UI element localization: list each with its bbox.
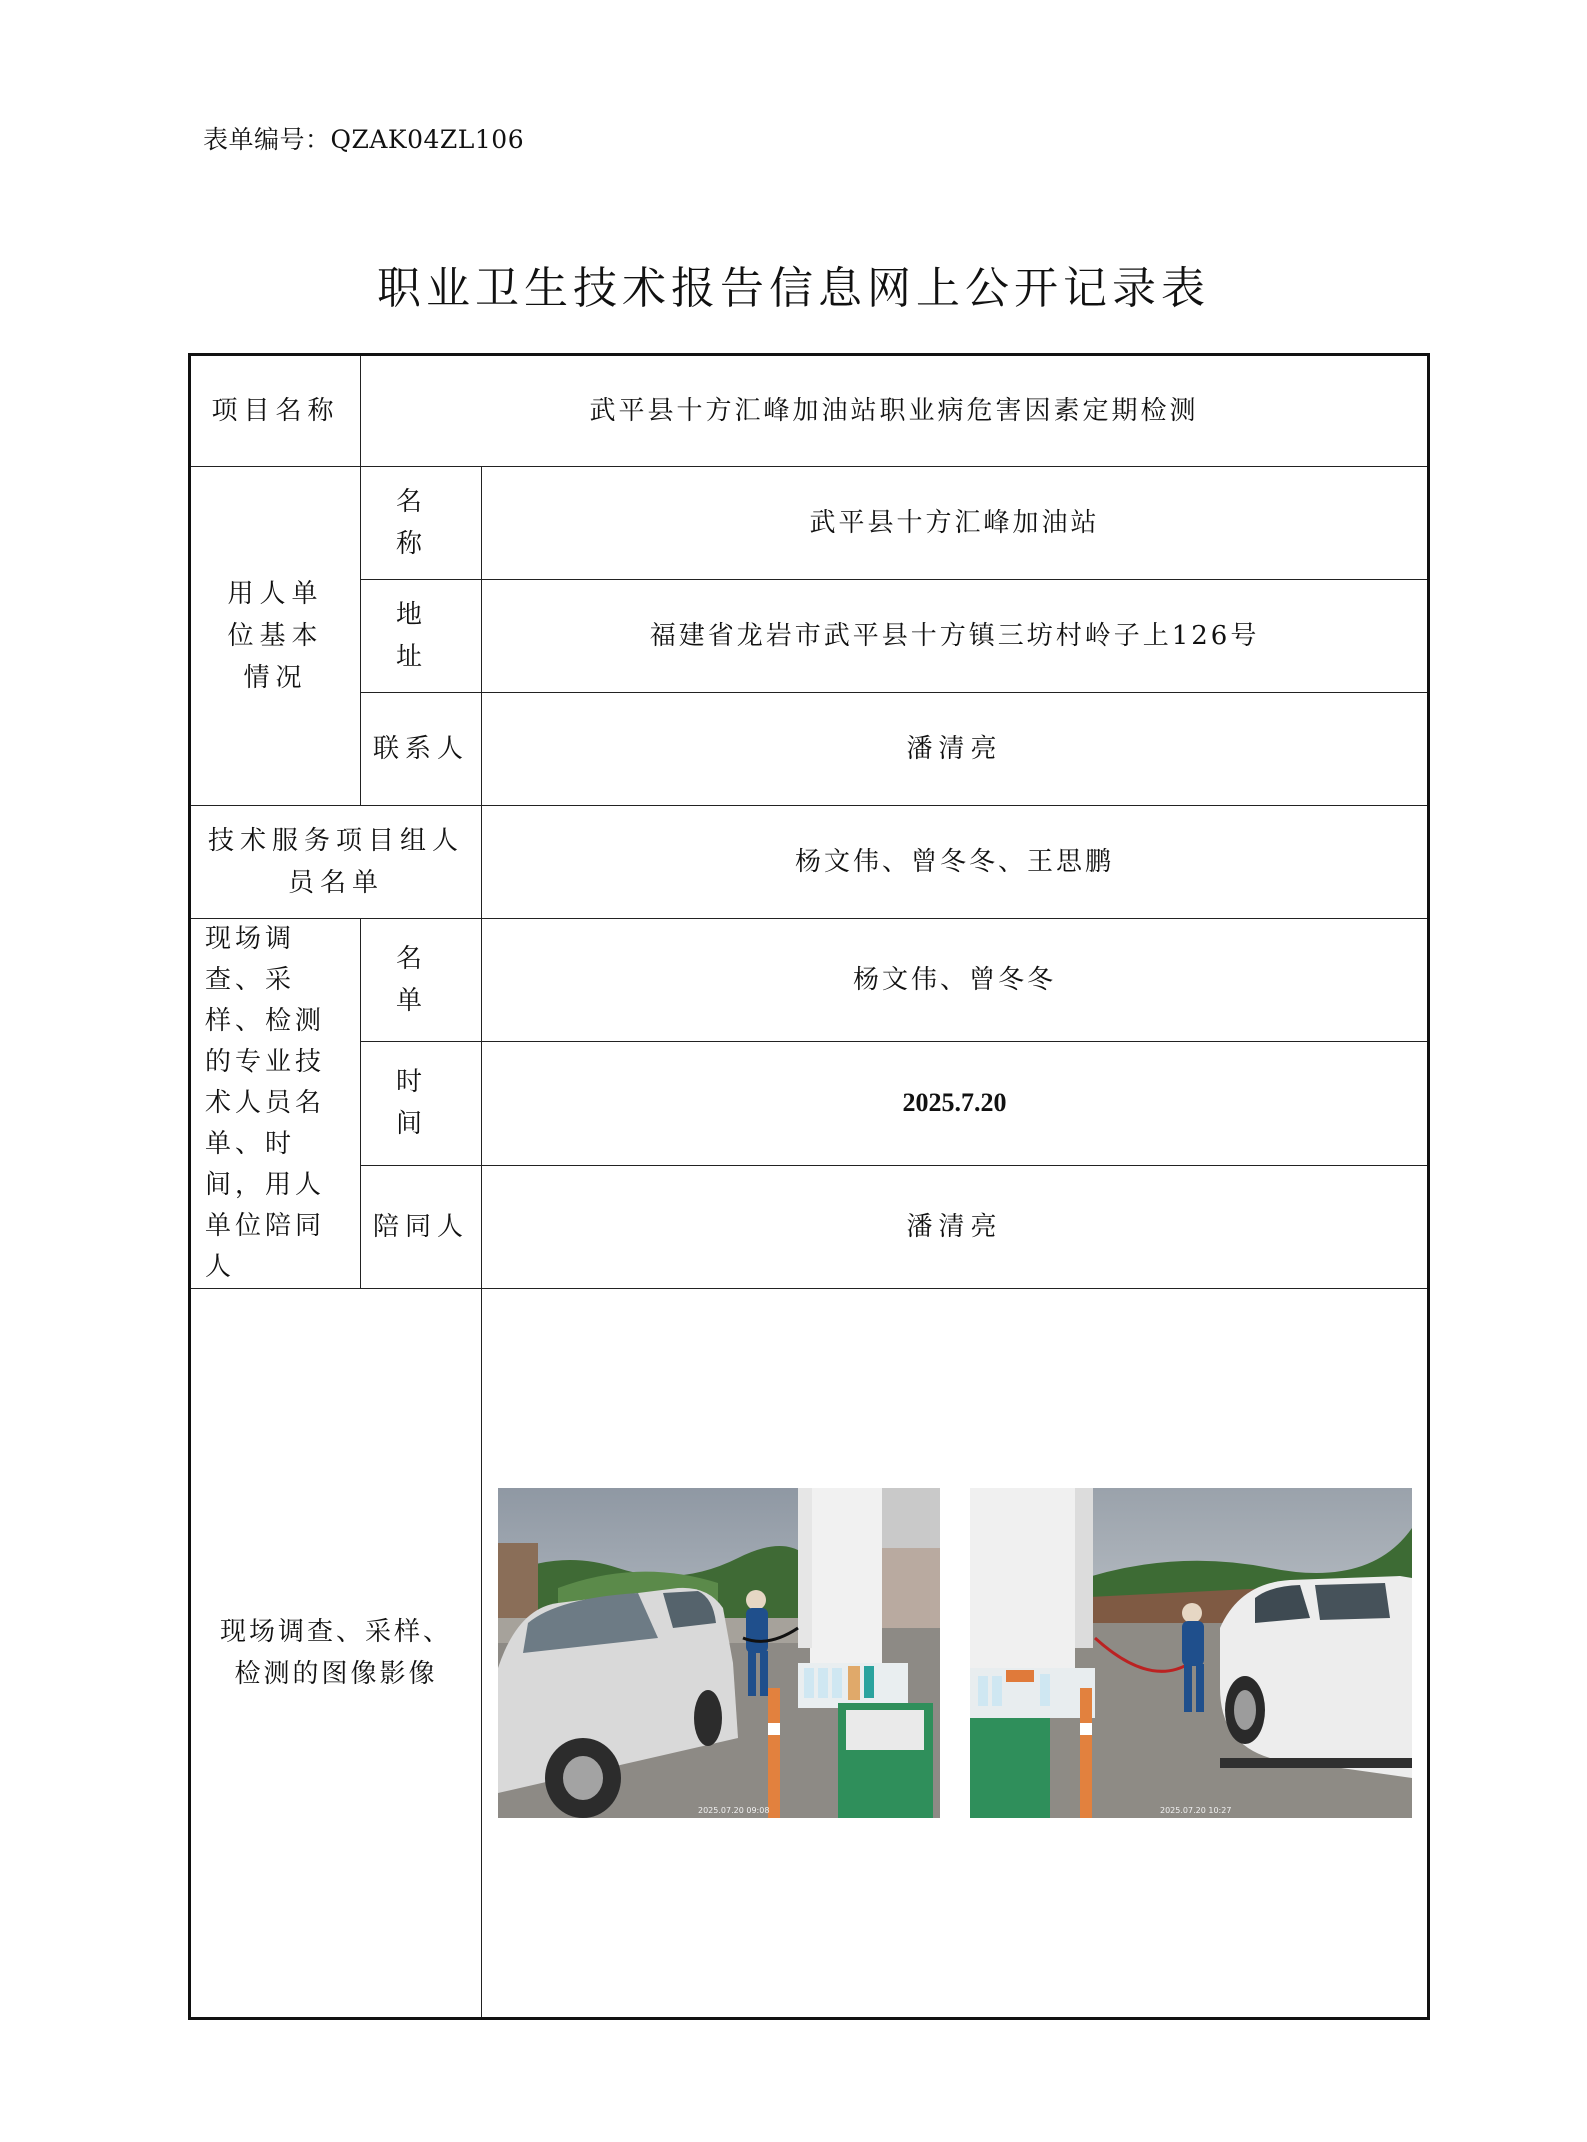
- team-label-text: 技术服务项目组人员名单: [207, 826, 464, 898]
- record-table: [188, 353, 1430, 2020]
- employer-address-row: [190, 580, 1429, 693]
- employer-name-value: 武平县十方汇峰加油站: [482, 467, 1429, 580]
- employer-info-label: [190, 467, 361, 806]
- survey-time-row: [190, 1042, 1429, 1165]
- survey-companion-row: [190, 1165, 1429, 1288]
- employer-name-label: 名 称: [361, 467, 482, 580]
- survey-names-value: 杨文伟、曾冬冬: [482, 919, 1429, 1042]
- site-photo-1: [498, 1488, 940, 1818]
- employer-contact-row: [190, 693, 1429, 806]
- project-row: [190, 355, 1429, 467]
- photo-2-timestamp: 2025.07.20 10:27: [1159, 1806, 1231, 1815]
- survey-companion-value: 潘清亮: [482, 1165, 1429, 1288]
- site-photo-2: [970, 1488, 1412, 1818]
- employer-contact-value: 潘清亮: [482, 693, 1429, 806]
- employer-address-value: 福建省龙岩市武平县十方镇三坊村岭子上126号: [482, 580, 1429, 693]
- project-name-label: 项目名称: [190, 355, 361, 467]
- images-label-text: 现场调查、采样、检测的图像影像: [219, 1617, 452, 1689]
- photo-1-timestamp: 2025.07.20 09:08: [697, 1806, 769, 1815]
- images-row: [190, 1289, 1429, 2019]
- team-row: [190, 806, 1429, 919]
- survey-names-row: [190, 919, 1429, 1042]
- images-cell: [482, 1289, 1429, 2019]
- survey-time-value: 2025.7.20: [482, 1042, 1429, 1165]
- form-number: 表单编号：QZAK04ZL106: [203, 125, 525, 154]
- survey-label-text: 现场调查、采样、检测的专业技术人员名单、时间，用人单位陪同人: [205, 924, 326, 1282]
- photo-gallery: [488, 1488, 1421, 1818]
- survey-companion-label: 陪同人: [361, 1165, 482, 1288]
- employer-info-text: 用人单位基本情况: [227, 579, 324, 693]
- team-value: 杨文伟、曾冬冬、王思鹏: [482, 806, 1429, 919]
- employer-address-label: 地 址: [361, 580, 482, 693]
- images-label: [190, 1289, 482, 2019]
- document-title: 职业卫生技术报告信息网上公开记录表: [377, 263, 1210, 314]
- survey-label: [190, 919, 361, 1289]
- survey-names-label: 名 单: [361, 919, 482, 1042]
- project-name-value: 武平县十方汇峰加油站职业病危害因素定期检测: [361, 355, 1429, 467]
- survey-time-label: 时 间: [361, 1042, 482, 1165]
- employer-contact-label: 联系人: [361, 693, 482, 806]
- employer-name-row: [190, 467, 1429, 580]
- team-label: [190, 806, 482, 919]
